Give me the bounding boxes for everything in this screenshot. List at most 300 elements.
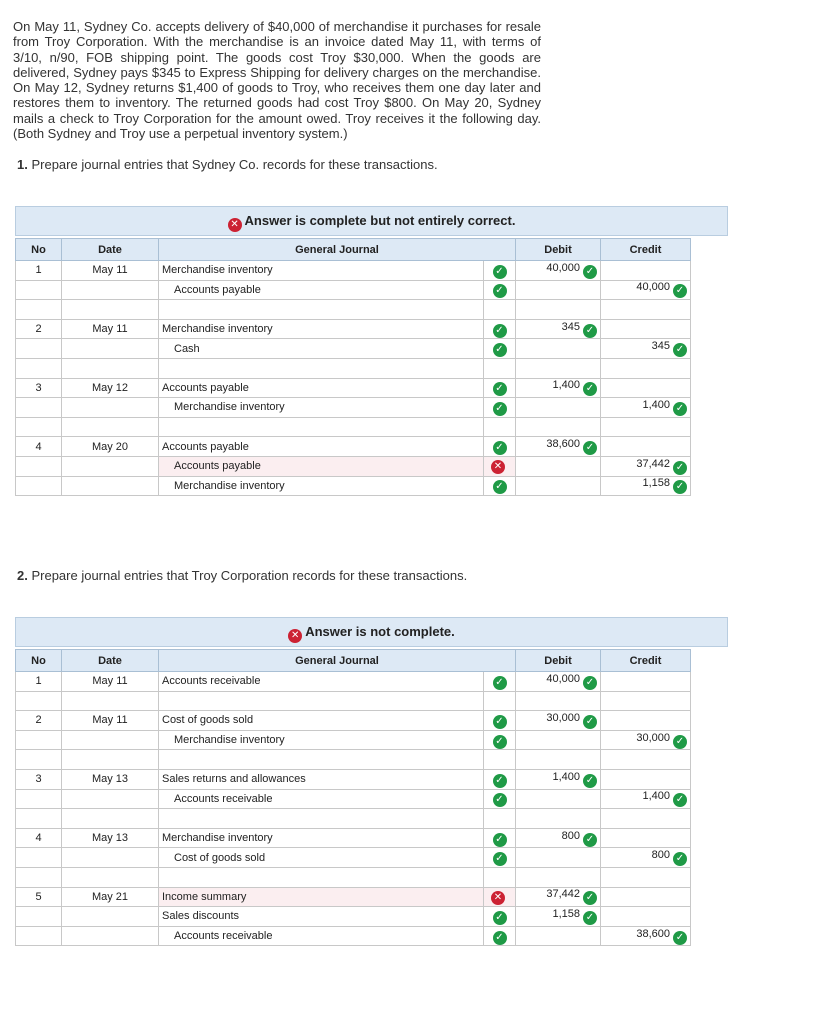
account-field[interactable] <box>159 691 484 711</box>
check-circle-icon: ✓ <box>673 343 687 357</box>
entry-date-text: May 11 <box>92 714 128 727</box>
account-status <box>484 358 516 378</box>
journal-row <box>16 711 691 731</box>
account-status <box>484 300 516 320</box>
entry-date-text: May 11 <box>92 675 128 688</box>
account-field-text: Accounts receivable <box>174 792 273 805</box>
credit-field[interactable] <box>601 280 691 300</box>
journal-row <box>16 280 691 300</box>
part2-question <box>17 568 467 583</box>
credit-field[interactable] <box>601 456 691 476</box>
entry-date[interactable] <box>62 750 159 770</box>
account-status <box>484 867 516 887</box>
check-circle-icon: ✓ <box>493 774 507 788</box>
entry-date[interactable] <box>62 417 159 437</box>
entry-date[interactable] <box>62 691 159 711</box>
credit-field[interactable] <box>601 828 691 848</box>
entry-date[interactable] <box>62 730 159 750</box>
credit-field[interactable] <box>601 769 691 789</box>
account-field[interactable] <box>159 711 484 731</box>
credit-field-text: 30,000 <box>636 731 670 744</box>
debit-field-text: 1,158 <box>552 907 580 920</box>
check-circle-icon: ✓ <box>673 931 687 945</box>
check-circle-icon: ✓ <box>493 441 507 455</box>
entry-date-text: May 21 <box>91 890 129 903</box>
check-circle-icon: ✓ <box>493 265 507 279</box>
credit-field-text: 1,400 <box>642 398 670 411</box>
journal-row <box>16 437 691 457</box>
check-circle-icon: ✓ <box>583 911 597 925</box>
account-field-text: Accounts payable <box>162 381 249 394</box>
credit-field[interactable] <box>601 319 691 339</box>
debit-field[interactable] <box>516 280 601 300</box>
check-circle-icon: ✓ <box>583 891 597 905</box>
account-field[interactable] <box>159 476 484 496</box>
entry-date[interactable] <box>62 476 159 496</box>
credit-field[interactable] <box>601 378 691 398</box>
check-circle-icon: ✓ <box>493 793 507 807</box>
account-field[interactable] <box>159 437 484 457</box>
entry-number <box>16 848 62 868</box>
account-field[interactable] <box>159 809 484 829</box>
entry-date[interactable] <box>62 809 159 829</box>
debit-field[interactable] <box>516 848 601 868</box>
entry-number <box>16 809 62 829</box>
credit-field[interactable] <box>601 867 691 887</box>
entry-number-text: 2 <box>35 323 42 336</box>
check-circle-icon: ✓ <box>493 852 507 866</box>
account-field-text: Accounts receivable <box>162 675 261 688</box>
account-field[interactable] <box>159 730 484 750</box>
col-header-date: Date <box>62 239 159 261</box>
account-status <box>484 750 516 770</box>
account-field-text: Accounts receivable <box>174 930 273 943</box>
account-field-text: Cash <box>174 342 200 355</box>
account-field-text: Merchandise inventory <box>174 401 285 414</box>
col-header-credit: Credit <box>601 650 691 672</box>
x-circle-icon: ✕ <box>491 891 505 905</box>
account-field[interactable] <box>159 358 484 378</box>
x-circle-icon: ✕ <box>491 460 505 474</box>
account-status <box>484 789 516 809</box>
credit-field-text: 1,158 <box>642 477 670 490</box>
entry-date[interactable] <box>62 769 159 789</box>
col-header-debit: Debit <box>516 239 601 261</box>
account-field-text: Merchandise inventory <box>174 734 285 747</box>
credit-field[interactable] <box>601 730 691 750</box>
entry-number-text: 5 <box>35 890 42 903</box>
journal-row <box>16 378 691 398</box>
account-field-text: Merchandise inventory <box>162 832 273 845</box>
credit-field-text: 1,400 <box>642 790 670 803</box>
account-field[interactable] <box>159 378 484 398</box>
entry-date[interactable] <box>62 867 159 887</box>
journal-row <box>16 456 691 476</box>
entry-number-text: 1 <box>35 264 42 277</box>
account-field[interactable] <box>159 887 484 907</box>
debit-field[interactable] <box>516 730 601 750</box>
check-circle-icon: ✓ <box>493 284 507 298</box>
debit-field[interactable] <box>516 319 601 339</box>
credit-field[interactable] <box>601 417 691 437</box>
journal-row <box>16 809 691 829</box>
entry-number-text: 4 <box>35 832 42 845</box>
credit-field[interactable] <box>601 750 691 770</box>
entry-number <box>16 378 62 398</box>
check-circle-icon: ✓ <box>673 461 687 475</box>
account-field-text: Cost of goods sold <box>174 851 266 864</box>
account-status <box>484 828 516 848</box>
entry-number <box>16 691 62 711</box>
part2-number: 2. <box>17 568 28 583</box>
entry-number <box>16 750 62 770</box>
credit-field[interactable] <box>601 358 691 378</box>
entry-number <box>16 926 62 946</box>
journal-row <box>16 476 691 496</box>
credit-field[interactable] <box>601 339 691 359</box>
account-field-text: Merchandise inventory <box>162 264 273 277</box>
check-circle-icon: ✓ <box>493 324 507 338</box>
entry-date[interactable] <box>62 926 159 946</box>
account-field[interactable] <box>159 339 484 359</box>
check-circle-icon: ✓ <box>493 735 507 749</box>
debit-field[interactable] <box>516 926 601 946</box>
entry-date[interactable] <box>62 456 159 476</box>
account-status <box>484 437 516 457</box>
account-field[interactable] <box>159 417 484 437</box>
entry-date[interactable] <box>62 261 159 281</box>
check-circle-icon: ✓ <box>583 441 597 455</box>
account-field-text: Cost of goods sold <box>162 714 254 727</box>
journal-row <box>16 319 691 339</box>
debit-field[interactable] <box>516 398 601 418</box>
debit-field[interactable] <box>516 261 601 281</box>
journal-row <box>16 300 691 320</box>
entry-date-text: May 12 <box>91 381 129 394</box>
debit-field[interactable] <box>516 711 601 731</box>
credit-field-text: 40,000 <box>636 281 670 294</box>
entry-date[interactable] <box>62 378 159 398</box>
debit-field[interactable] <box>516 907 601 927</box>
credit-field[interactable] <box>601 887 691 907</box>
col-header-credit: Credit <box>601 239 691 261</box>
entry-number-text: 4 <box>35 440 42 453</box>
entry-number <box>16 789 62 809</box>
entry-number <box>16 398 62 418</box>
x-circle-icon: ✕ <box>228 218 242 232</box>
account-field[interactable] <box>159 300 484 320</box>
entry-number-text: 3 <box>35 773 42 786</box>
credit-field[interactable] <box>601 476 691 496</box>
debit-field[interactable] <box>516 672 601 692</box>
check-circle-icon: ✓ <box>673 480 687 494</box>
account-field[interactable] <box>159 398 484 418</box>
entry-number <box>16 261 62 281</box>
journal-row <box>16 887 691 907</box>
check-circle-icon: ✓ <box>673 735 687 749</box>
entry-number <box>16 476 62 496</box>
account-status <box>484 319 516 339</box>
entry-number <box>16 867 62 887</box>
credit-field[interactable] <box>601 398 691 418</box>
account-status <box>484 672 516 692</box>
debit-field-text: 40,000 <box>546 672 580 685</box>
entry-number <box>16 730 62 750</box>
debit-field[interactable] <box>516 691 601 711</box>
entry-number-text: 2 <box>35 714 42 727</box>
col-header-general-journal: General Journal <box>159 650 516 672</box>
part1-status-banner <box>15 206 728 236</box>
credit-field[interactable] <box>601 789 691 809</box>
check-circle-icon: ✓ <box>583 382 597 396</box>
debit-field[interactable] <box>516 300 601 320</box>
journal-row <box>16 730 691 750</box>
problem-statement: On May 11, Sydney Co. accepts delivery of $40,000 of merchandise it purchases for resale from Troy Corporation. With the merchandise is an invoice dated May 11, with terms of 3/10, n/90, FOB shipping point. The goods cost Troy $30,000. When the goods are delivered, Sydney pays $345 to Express Shipping for delivery charges on the merchandise. On May 12, Sydney returns $1,400 of goods to Troy, who receives them one day later and restores them to inventory. The returned goods had cost Troy $800. On May 20, Sydney mails a check to Troy Corporation for the amount owed. Troy receives it the following day. (Both Sydney and Troy use a perpetual inventory system.) <box>13 19 541 142</box>
journal-row <box>16 789 691 809</box>
account-status <box>484 456 516 476</box>
debit-field-text: 345 <box>561 320 580 333</box>
credit-field[interactable] <box>601 261 691 281</box>
journal-row <box>16 848 691 868</box>
entry-date-text: May 13 <box>91 773 129 786</box>
part1-question <box>17 157 438 172</box>
credit-field[interactable] <box>601 691 691 711</box>
check-circle-icon: ✓ <box>583 833 597 847</box>
account-field[interactable] <box>159 867 484 887</box>
account-field-text: Accounts payable <box>174 283 261 296</box>
debit-field-text: 40,000 <box>546 261 580 274</box>
account-field-text: Accounts payable <box>174 460 261 473</box>
journal-row <box>16 358 691 378</box>
account-status <box>484 887 516 907</box>
debit-field[interactable] <box>516 887 601 907</box>
entry-date[interactable] <box>62 789 159 809</box>
account-field[interactable] <box>159 769 484 789</box>
check-circle-icon: ✓ <box>493 343 507 357</box>
entry-date-text: May 20 <box>91 440 129 453</box>
debit-field[interactable] <box>516 789 601 809</box>
x-circle-icon: ✕ <box>288 629 302 643</box>
part1-banner-text: Answer is complete but not entirely correct. <box>244 213 516 228</box>
entry-date[interactable] <box>62 300 159 320</box>
entry-number <box>16 280 62 300</box>
entry-number <box>16 300 62 320</box>
check-circle-icon: ✓ <box>673 852 687 866</box>
account-status <box>484 769 516 789</box>
entry-date[interactable] <box>62 828 159 848</box>
credit-field[interactable] <box>601 672 691 692</box>
credit-field-text: 345 <box>651 340 670 353</box>
entry-date[interactable] <box>62 887 159 907</box>
journal-table-sydney <box>15 238 691 496</box>
check-circle-icon: ✓ <box>583 676 597 690</box>
account-field-text: Merchandise inventory <box>162 323 273 336</box>
entry-number <box>16 358 62 378</box>
debit-field[interactable] <box>516 809 601 829</box>
account-field[interactable] <box>159 907 484 927</box>
credit-field[interactable] <box>601 300 691 320</box>
credit-field[interactable] <box>601 711 691 731</box>
account-status <box>484 398 516 418</box>
entry-date-text: May 11 <box>92 264 128 277</box>
entry-date[interactable] <box>62 280 159 300</box>
account-field-text: Sales returns and allowances <box>162 773 306 786</box>
credit-field[interactable] <box>601 907 691 927</box>
debit-field-text: 30,000 <box>546 711 580 724</box>
account-status <box>484 809 516 829</box>
part2-banner-text: Answer is not complete. <box>305 624 455 639</box>
debit-field[interactable] <box>516 750 601 770</box>
check-circle-icon: ✓ <box>493 480 507 494</box>
account-field[interactable] <box>159 261 484 281</box>
check-circle-icon: ✓ <box>583 324 597 338</box>
debit-field[interactable] <box>516 476 601 496</box>
account-field[interactable] <box>159 280 484 300</box>
debit-field-text: 1,400 <box>552 379 580 392</box>
check-circle-icon: ✓ <box>493 931 507 945</box>
debit-field[interactable] <box>516 769 601 789</box>
col-header-debit: Debit <box>516 650 601 672</box>
entry-number-text: 1 <box>35 675 42 688</box>
debit-field-text: 800 <box>561 829 580 842</box>
debit-field[interactable] <box>516 358 601 378</box>
entry-number <box>16 907 62 927</box>
account-field-text: Merchandise inventory <box>174 479 285 492</box>
account-field[interactable] <box>159 750 484 770</box>
account-field[interactable] <box>159 926 484 946</box>
part2-question-text: Prepare journal entries that Troy Corporation records for these transactions. <box>31 568 468 583</box>
debit-field-text: 38,600 <box>546 438 580 451</box>
account-status <box>484 280 516 300</box>
journal-row <box>16 691 691 711</box>
check-circle-icon: ✓ <box>583 715 597 729</box>
credit-field[interactable] <box>601 848 691 868</box>
journal-row <box>16 926 691 946</box>
col-header-no: No <box>16 239 62 261</box>
account-field[interactable] <box>159 828 484 848</box>
credit-field-text: 38,600 <box>636 927 670 940</box>
account-field[interactable] <box>159 848 484 868</box>
account-field[interactable] <box>159 672 484 692</box>
entry-number <box>16 672 62 692</box>
entry-date-text: May 13 <box>91 832 129 845</box>
check-circle-icon: ✓ <box>493 833 507 847</box>
debit-field[interactable] <box>516 417 601 437</box>
debit-field[interactable] <box>516 378 601 398</box>
account-field[interactable] <box>159 319 484 339</box>
entry-number <box>16 339 62 359</box>
check-circle-icon: ✓ <box>493 402 507 416</box>
account-status <box>484 848 516 868</box>
debit-field[interactable] <box>516 828 601 848</box>
check-circle-icon: ✓ <box>493 382 507 396</box>
journal-row <box>16 750 691 770</box>
journal-row <box>16 672 691 692</box>
credit-field[interactable] <box>601 437 691 457</box>
check-circle-icon: ✓ <box>673 793 687 807</box>
journal-row <box>16 398 691 418</box>
account-status <box>484 261 516 281</box>
credit-field-text: 800 <box>651 849 670 862</box>
entry-number <box>16 437 62 457</box>
entry-number <box>16 887 62 907</box>
part2-status-banner <box>15 617 728 647</box>
col-header-date: Date <box>62 650 159 672</box>
entry-date[interactable] <box>62 398 159 418</box>
part1-question-text: Prepare journal entries that Sydney Co. records for these transactions. <box>31 157 438 172</box>
debit-field[interactable] <box>516 437 601 457</box>
account-field-text: Income summary <box>162 890 247 903</box>
account-status <box>484 691 516 711</box>
journal-row <box>16 828 691 848</box>
entry-date[interactable] <box>62 848 159 868</box>
journal-row <box>16 261 691 281</box>
entry-date-text: May 11 <box>92 323 128 336</box>
col-header-no: No <box>16 650 62 672</box>
check-circle-icon: ✓ <box>673 284 687 298</box>
journal-row <box>16 867 691 887</box>
entry-number <box>16 456 62 476</box>
journal-row <box>16 417 691 437</box>
check-circle-icon: ✓ <box>493 676 507 690</box>
credit-field-text: 37,442 <box>636 457 670 470</box>
debit-field-text: 37,442 <box>546 888 580 901</box>
debit-field[interactable] <box>516 339 601 359</box>
entry-date[interactable] <box>62 672 159 692</box>
entry-number-text: 3 <box>35 381 42 394</box>
account-status <box>484 730 516 750</box>
entry-date[interactable] <box>62 358 159 378</box>
entry-number <box>16 319 62 339</box>
journal-row <box>16 907 691 927</box>
col-header-general-journal: General Journal <box>159 239 516 261</box>
entry-number <box>16 711 62 731</box>
entry-date[interactable] <box>62 907 159 927</box>
account-field-text: Accounts payable <box>162 440 249 453</box>
debit-field-text: 1,400 <box>552 770 580 783</box>
credit-field[interactable] <box>601 926 691 946</box>
account-field-text: Sales discounts <box>162 910 240 923</box>
check-circle-icon: ✓ <box>493 715 507 729</box>
journal-table-troy <box>15 649 691 946</box>
entry-number <box>16 417 62 437</box>
entry-number <box>16 769 62 789</box>
entry-date[interactable] <box>62 319 159 339</box>
account-field[interactable] <box>159 456 484 476</box>
check-circle-icon: ✓ <box>673 402 687 416</box>
entry-date[interactable] <box>62 339 159 359</box>
account-status <box>484 711 516 731</box>
entry-number <box>16 828 62 848</box>
entry-date[interactable] <box>62 437 159 457</box>
account-field[interactable] <box>159 789 484 809</box>
credit-field[interactable] <box>601 809 691 829</box>
journal-row <box>16 769 691 789</box>
entry-date[interactable] <box>62 711 159 731</box>
account-status <box>484 339 516 359</box>
check-circle-icon: ✓ <box>583 774 597 788</box>
account-status <box>484 476 516 496</box>
check-circle-icon: ✓ <box>493 911 507 925</box>
debit-field[interactable] <box>516 456 601 476</box>
part1-number: 1. <box>17 157 28 172</box>
account-status <box>484 926 516 946</box>
check-circle-icon: ✓ <box>583 265 597 279</box>
account-status <box>484 417 516 437</box>
debit-field[interactable] <box>516 867 601 887</box>
account-status <box>484 907 516 927</box>
journal-row <box>16 339 691 359</box>
